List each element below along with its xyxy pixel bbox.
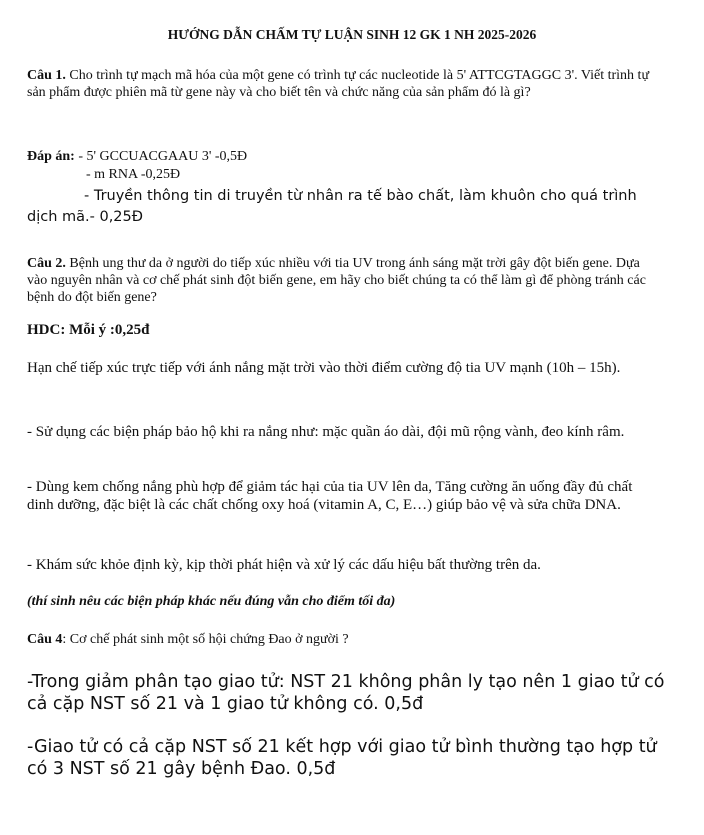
question-1	[27, 67, 657, 101]
grading-note: HDC: Mỗi ý :0,25đ	[27, 322, 150, 338]
question-1-answer-line1	[27, 148, 657, 165]
question-4-label: Câu 4	[27, 632, 63, 647]
question-2-text: Bệnh ung thư da ở người do tiếp xúc nhiều với tia UV trong ánh sáng mặt trời gây đột biến gene. Dựa vào nguyên nhân và cơ chế phát sinh đột biến gene, em hãy cho biết chúng ta có thể làm gì để phòng tránh các bệnh do đột biến gene?	[27, 256, 646, 305]
answer-line3: - Truyền thông tin di truyền từ nhân ra tế bào chất, làm khuôn cho quá trình dịch mã.- 0,25Đ	[27, 188, 637, 225]
answer-line2: - m RNA -0,25Đ	[86, 167, 181, 182]
answer-4-point-2: -Giao tử có cả cặp NST số 21 kết hợp với giao tử bình thường tạo hợp tử có 3 NST số 21 gây bệnh Đao. 0,5đ	[27, 737, 657, 779]
answer-2-note: (thí sinh nêu các biện pháp khác nếu đúng vẫn cho điểm tối đa)	[27, 594, 396, 609]
question-4-text: : Cơ chế phát sinh một số hội chứng Đao ở người ?	[62, 632, 349, 647]
question-1-label: Câu 1.	[27, 68, 66, 83]
answer-2-point-4: - Khám sức khỏe định kỳ, kịp thời phát hiện và xử lý các dấu hiệu bất thường trên da.	[27, 557, 541, 573]
document-title: HƯỚNG DẪN CHẤM TỰ LUẬN SINH 12 GK 1 NH 2025-2026	[167, 27, 537, 42]
answer-4-point-1: -Trong giảm phân tạo giao tử: NST 21 không phân ly tạo nên 1 giao tử có cả cặp NST số 21 và 1 giao tử không có. 0,5đ	[27, 672, 665, 714]
answer-2-point-3: - Dùng kem chống nắng phù hợp để giảm tác hại của tia UV lên da, Tăng cường ăn uống đầy đủ chất dinh dưỡng, đặc biệt là các chất chống oxy hoá (vitamin A, C, E…) giúp bảo vệ và sửa chữa DNA.	[27, 479, 633, 513]
question-4	[27, 631, 657, 648]
answer-2-point-2: - Sử dụng các biện pháp bảo hộ khi ra nắng như: mặc quần áo dài, đội mũ rộng vành, đeo kính râm.	[27, 424, 625, 440]
answer-2-point-1: Hạn chế tiếp xúc trực tiếp với ánh nắng mặt trời vào thời điểm cường độ tia UV mạnh (10h – 15h).	[27, 360, 621, 376]
question-2	[27, 255, 657, 306]
question-2-label: Câu 2.	[27, 256, 66, 271]
answer-label: Đáp án:	[27, 149, 75, 164]
answer-line1: - 5' GCCUACGAAU 3' -0,5Đ	[78, 149, 248, 164]
question-1-text: Cho trình tự mạch mã hóa của một gene có trình tự các nucleotide là 5' ATTCGTAGGC 3'. Viết trình tự sản phẩm được phiên mã từ gene này và cho biết tên và chức năng của sản phẩm đó là gì?	[27, 68, 650, 100]
